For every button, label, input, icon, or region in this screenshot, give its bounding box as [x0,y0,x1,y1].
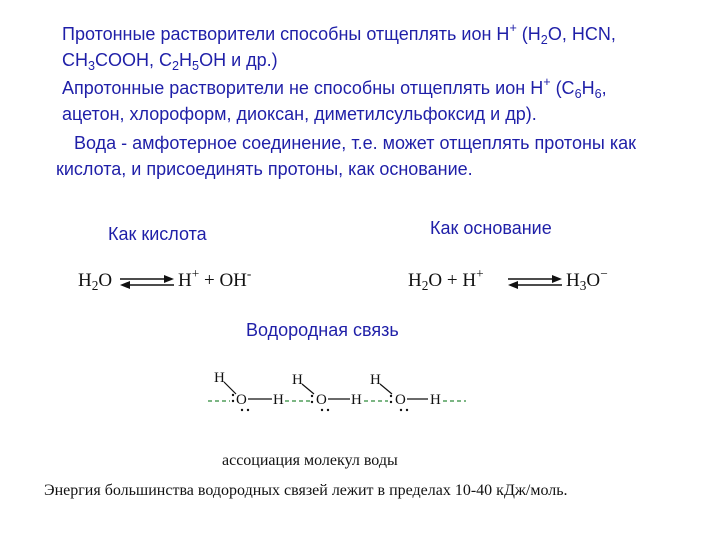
atom-h: H [214,370,225,386]
atom-h: H [430,392,441,408]
hydrogen-bond-diagram [200,360,480,450]
paragraph-protic-line1: Протонные растворители способны отщеплять ион H+ ($H_2O$, HCN, [62,21,616,47]
equilibrium-arrow-acid [118,274,176,290]
base-right-formula: $H_3O^-$ [566,266,608,293]
atom-o: O [316,392,327,408]
atom-h: H [292,372,303,388]
hydrogen-bond-caption: ассоциация молекул воды [222,452,398,469]
atom-o: O [236,392,247,408]
equilibrium-arrow-base [506,274,564,290]
paragraph-amphoteric-line1: Вода - амфотерное соединение, т.е. может отщеплять протоны как [74,133,637,153]
acid-right-formula: H+ + OH- [178,266,252,291]
paragraph-aprotic-line2: ацетон, хлороформ, диоксан, диметилсульфоксид и др). [62,104,537,124]
paragraph-protic-line2: $CH_3COOH$, $C_2H_5OH$ и др.) [62,50,278,73]
paragraph-amphoteric-line2: кислота, и присоединять протоны, как основание. [56,159,473,179]
acid-left-formula: $H_2O$ [78,270,113,293]
energy-footnote: Энергия большинства водородных связей лежит в пределах 10-40 кДж/моль. [44,482,568,499]
acid-label: Как кислота [108,224,207,244]
paragraph-aprotic-line1: Апротонные растворители не способны отщеплять ион H+ ($C_6H_6$, [62,75,607,101]
base-label: Как основание [430,218,552,238]
hydrogen-bond-title: Водородная связь [246,320,399,340]
base-left-formula: $H_2O + H^+$ [408,266,484,293]
atom-h: H [273,392,284,408]
atom-o: O [395,392,406,408]
atom-h: H [351,392,362,408]
atom-h: H [370,372,381,388]
